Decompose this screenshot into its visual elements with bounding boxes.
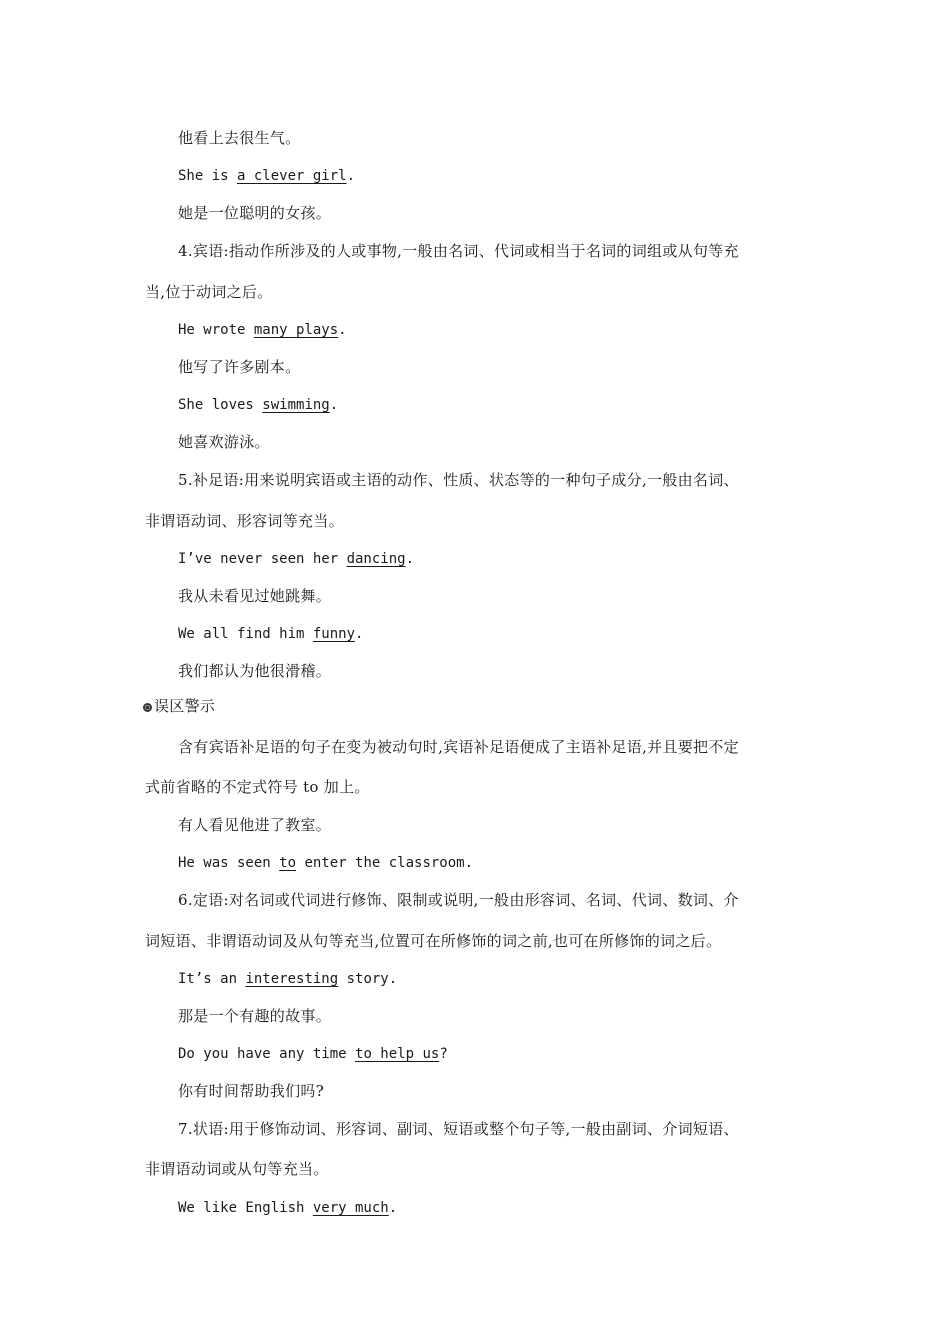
example-sentence: Do you have any time to help us? [178,1046,448,1062]
section-complement-continuation: 非谓语动词、形容词等充当。 [145,512,344,530]
warning-heading: 误区警示 [143,696,215,716]
bullet-circle-icon [143,703,152,712]
example-translation: 我们都认为他很滑稽。 [178,662,332,680]
underlined-phrase: dancing [346,551,406,567]
example-sentence: We like English very much. [178,1200,398,1216]
example-sentence: We all find him funny. [178,626,364,642]
underlined-phrase: many plays [253,322,339,338]
section-complement-heading: 5.补足语:用来说明宾语或主语的动作、性质、状态等的一种句子成分,一般由名词、 [178,471,739,489]
example-sentence: It’s an interesting story. [178,971,398,987]
example-translation: 他写了许多剧本。 [178,358,301,376]
underlined-phrase: interesting [245,971,339,987]
example-translation: 你有时间帮助我们吗? [178,1082,325,1100]
example-sentence: He wrote many plays. [178,322,347,338]
section-attribute-continuation: 词短语、非谓语动词及从句等充当,位置可在所修饰的词之前,也可在所修饰的词之后。 [145,932,722,950]
example-translation: 有人看见他进了教室。 [178,816,332,834]
section-adverbial-continuation: 非谓语动词或从句等充当。 [145,1160,329,1178]
underlined-phrase: a clever girl [237,168,347,184]
section-object-continuation: 当,位于动词之后。 [145,283,273,301]
example-translation: 他看上去很生气。 [178,129,301,147]
warning-text-continuation: 式前省略的不定式符号 to 加上。 [145,778,370,796]
underlined-phrase: to help us [355,1046,440,1062]
example-translation: 她是一位聪明的女孩。 [178,204,332,222]
section-object-heading: 4.宾语:指动作所涉及的人或事物,一般由名词、代词或相当于名词的词组或从句等充 [178,242,739,260]
section-adverbial-heading: 7.状语:用于修饰动词、形容词、副词、短语或整个句子等,一般由副词、介词短语、 [178,1120,739,1138]
example-translation: 她喜欢游泳。 [178,433,270,451]
example-sentence: She is a clever girl. [178,168,356,184]
example-translation: 我从未看见过她跳舞。 [178,587,332,605]
example-sentence: She loves swimming. [178,397,339,413]
section-attribute-heading: 6.定语:对名词或代词进行修饰、限制或说明,一般由形容词、名词、代词、数词、介 [178,891,739,909]
underlined-phrase: swimming [262,397,330,413]
example-sentence: He was seen to enter the classroom. [178,855,474,871]
example-sentence: I’ve never seen her dancing. [178,551,415,567]
warning-text: 含有宾语补足语的句子在变为被动句时,宾语补足语便成了主语补足语,并且要把不定 [178,738,739,756]
underlined-phrase: very much [312,1200,389,1216]
underlined-phrase: to [279,855,297,871]
underlined-phrase: funny [312,626,356,642]
example-translation: 那是一个有趣的故事。 [178,1007,332,1025]
